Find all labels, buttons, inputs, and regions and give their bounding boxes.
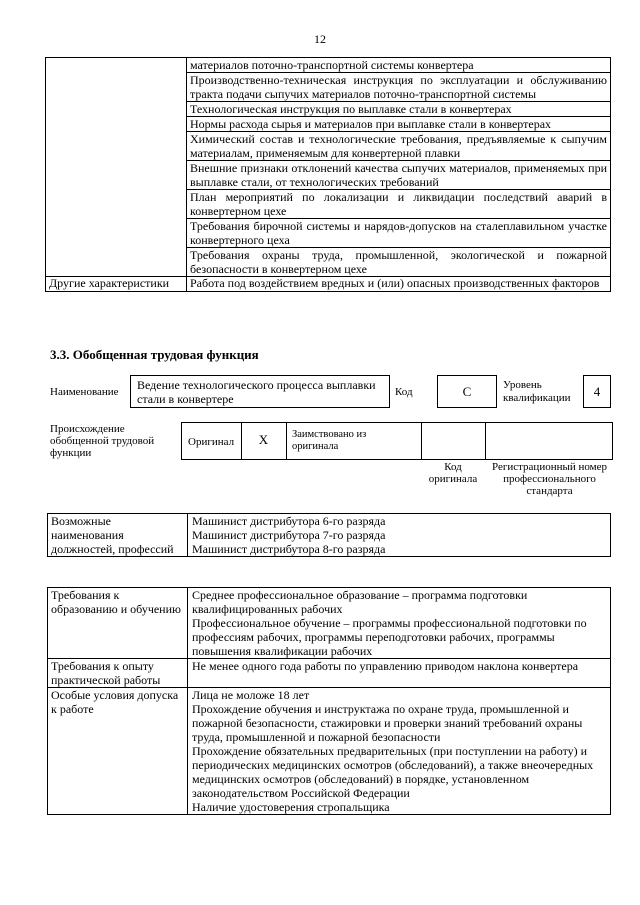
- positions-value: [188, 514, 611, 557]
- reg-number-caption: Регистрационный номер профессионального стандарта: [491, 461, 608, 497]
- positions-label: Возможные наименования должностей, профессий: [48, 514, 188, 557]
- name-label: Наименование: [50, 386, 119, 398]
- origin-divider: [286, 422, 287, 460]
- code-label: Код: [395, 386, 413, 398]
- education-label: Требования к образованию и обучению: [48, 588, 188, 659]
- table-cell: Требования бирочной системы и нарядов-допусков на сталеплавильном участке конвертерного цеха: [187, 219, 611, 248]
- requirement-item: Прохождение обязательных предварительных (при поступлении на работу) и периодических медицинских осмотров (обследований), а также внеочередных медицинских осмотров (обследований) в порядке, установленном законодательством Российской Федерации: [192, 744, 594, 800]
- position-item: Машинист дистрибутора 6-го разряда: [192, 514, 386, 528]
- requirement-item: Лица не моложе 18 лет: [192, 688, 310, 702]
- requirement-item: Профессиональное обучение – программы профессиональной подготовки по профессиям рабочих, программы переподготовки рабочих, программы повышения квалификации рабочих: [192, 616, 587, 658]
- experience-label: Требования к опыту практической работы: [48, 659, 188, 688]
- position-item: Машинист дистрибутора 7-го разряда: [192, 528, 386, 542]
- requirement-item: Наличие удостоверения стропальщика: [192, 800, 390, 814]
- code-original-caption: Код оригинала: [428, 461, 478, 485]
- table-cell: Технологическая инструкция по выплавке стали в конвертерах: [187, 102, 611, 117]
- level-label: Уровень квалификации: [503, 379, 571, 404]
- table-cell: Требования охраны труда, промышленной, экологической и пожарной безопасности в конвертерном цехе: [187, 248, 611, 277]
- table-cell: материалов поточно-транспортной системы конвертера: [187, 58, 611, 73]
- experience-value: [188, 659, 611, 688]
- origin-divider: [485, 422, 486, 460]
- requirement-item: Прохождение обучения и инструктажа по охране труда, промышленной и пожарной безопасности, стажировки и проверки знаний требований охраны труда, промышленной и пожарной безопасности: [192, 702, 583, 744]
- other-characteristics-value: Работа под воздействием вредных и (или) опасных производственных факторов: [187, 277, 611, 292]
- level-value: 4: [583, 375, 611, 408]
- education-value: [188, 588, 611, 659]
- requirement-item: Среднее профессиональное образование – программа подготовки квалифицированных рабочих: [192, 588, 528, 616]
- requirement-item: Не менее одного года работы по управлению приводом наклона конвертера: [192, 659, 579, 673]
- admission-label: Особые условия допуска к работе: [48, 688, 188, 815]
- origin-divider: [421, 422, 422, 460]
- other-characteristics-label: Другие характеристики: [46, 277, 187, 292]
- table-label-cell: [46, 58, 187, 277]
- name-value: Ведение технологического процесса выплавки стали в конвертере: [130, 375, 390, 408]
- origin-label: Происхождение обобщенной трудовой функции: [50, 423, 155, 459]
- requirements-table: [47, 587, 611, 815]
- table-cell: Внешние признаки отклонений качества сыпучих материалов, применяемых при выплавке стали, от технологических требований: [187, 161, 611, 190]
- code-value: C: [437, 375, 497, 408]
- table-cell: Производственно-техническая инструкция по эксплуатации и обслуживанию тракта подачи сыпучих материалов поточно-транспортной системы: [187, 73, 611, 102]
- borrowed-label: Заимствовано из оригинала: [292, 429, 367, 452]
- section-heading: 3.3. Обобщенная трудовая функция: [50, 347, 259, 362]
- table-cell: Нормы расхода сырья и материалов при выплавке стали в конвертерах: [187, 117, 611, 132]
- original-mark: X: [258, 432, 269, 447]
- table-cell: План мероприятий по локализации и ликвидации последствий аварий в конвертерном цехе: [187, 190, 611, 219]
- admission-value: [188, 688, 611, 815]
- positions-table: [47, 513, 611, 557]
- original-label: Оригинал: [188, 436, 235, 448]
- page-number: 12: [314, 32, 326, 46]
- knowledge-table: [45, 57, 611, 292]
- position-item: Машинист дистрибутора 8-го разряда: [192, 542, 386, 556]
- table-cell: Химический состав и технологические требования, предъявляемые к сыпучим материалам, применяемым для конвертерной плавки: [187, 132, 611, 161]
